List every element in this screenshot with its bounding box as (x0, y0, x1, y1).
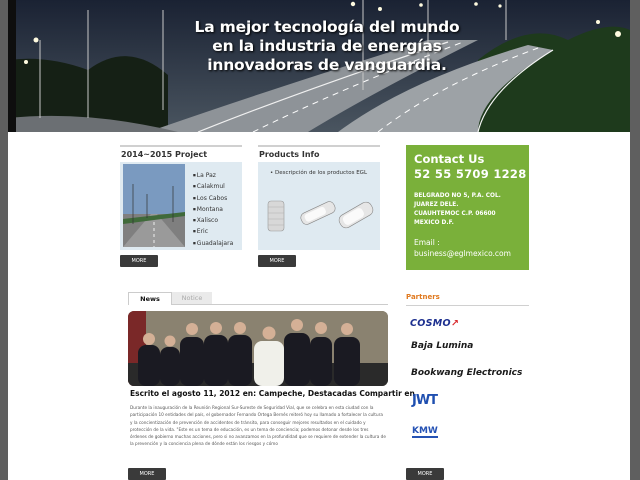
partner-name: JWT (412, 393, 438, 408)
contact-phone[interactable]: 52 55 5709 1228 (414, 167, 527, 181)
products-link-label: Descripción de los productos EGL (275, 170, 368, 176)
project-more-button[interactable]: MORE (120, 255, 158, 267)
partners-rule (406, 305, 529, 306)
address-line: JUAREZ DELE. (414, 202, 459, 208)
project-road-photo[interactable] (123, 164, 185, 247)
partners-heading: Partners (406, 293, 440, 301)
address-line: BELGRADO NO 5, P.A. COL. (414, 193, 501, 199)
partner-logo-baja-lumina[interactable]: Baja Lumina (411, 341, 474, 351)
partner-logo-cosmo[interactable] (410, 318, 459, 329)
hero-banner (8, 0, 630, 132)
products-heading: Products Info (259, 150, 320, 159)
project-item[interactable]: ■ Montana (193, 204, 233, 215)
page (8, 0, 630, 480)
product-lamps-image[interactable] (264, 193, 374, 241)
address-line: MEXICO D.F. (414, 220, 454, 226)
group-photo-illustration (128, 311, 388, 386)
news-photo[interactable] (128, 311, 388, 386)
email-label: Email : (414, 238, 440, 247)
project-item[interactable]: ■ Guadalajara (193, 238, 233, 249)
partner-logo-bookwang[interactable]: Bookwang Electronics (411, 368, 523, 378)
tab-news[interactable]: News (128, 292, 172, 305)
cosmo-swoosh-icon: ↗ (450, 318, 460, 329)
project-heading: 2014~2015 Project (121, 150, 208, 159)
project-rule (120, 145, 242, 147)
partner-name: COSMO (410, 318, 451, 329)
project-item[interactable]: ■ Xalisco (193, 215, 233, 226)
contact-title: Contact Us (414, 152, 485, 166)
project-list (193, 170, 233, 249)
project-item[interactable]: ■ Calakmul (193, 181, 233, 192)
products-link[interactable]: • Descripción de los productos EGL (270, 170, 368, 176)
products-rule (258, 145, 380, 147)
partner-logo-jwt[interactable] (412, 393, 437, 408)
hero-title: La mejor tecnología del mundo en la industria de energías innovadoras de vanguardia. (194, 18, 460, 74)
contact-address (414, 192, 501, 228)
partner-name: KMW (412, 426, 438, 436)
news-more-button[interactable]: MORE (128, 468, 166, 480)
project-item[interactable]: ■ La Paz (193, 170, 233, 181)
products-more-button[interactable]: MORE (258, 255, 296, 267)
project-item[interactable]: ■ Eric (193, 226, 233, 237)
address-line: CUAUHTEMOC C.P. 06600 (414, 211, 496, 217)
project-item[interactable]: ■ Los Cabos (193, 193, 233, 204)
contact-box (406, 145, 529, 270)
news-body: Durante la inauguración de la Reunión Regional Sur-Sureste de Seguridad Vial, que se celebra en esta ciudad con la participación 10 entidades del país, el gobernador Fernando Ortega Bernés reiteró hoy su llamado a fortalecer la cultura y la concientización de prevención de accidentes de tránsito, para conseguir mejores resultados en el cuidado y protección de la vida. "Este es un tema de educación, es un tema de conciencia; podemos detonar desde los tres órdenes de gobierno muchas acciones, pero si no avanzamos en la profundidad que se requiere de extender la cultura de la prevención y la conciencia plena de dónde están los riesgos y cómo (130, 405, 386, 447)
partner-logo-kmw[interactable] (412, 426, 438, 438)
email-link[interactable]: business@eglmexico.com (414, 249, 511, 258)
news-headline[interactable]: Escrito el agosto 11, 2012 en: Campeche, Destacadas Compartir en (130, 389, 415, 398)
tab-notice[interactable]: Notice (172, 292, 212, 304)
partners-more-button[interactable]: MORE (406, 468, 444, 480)
